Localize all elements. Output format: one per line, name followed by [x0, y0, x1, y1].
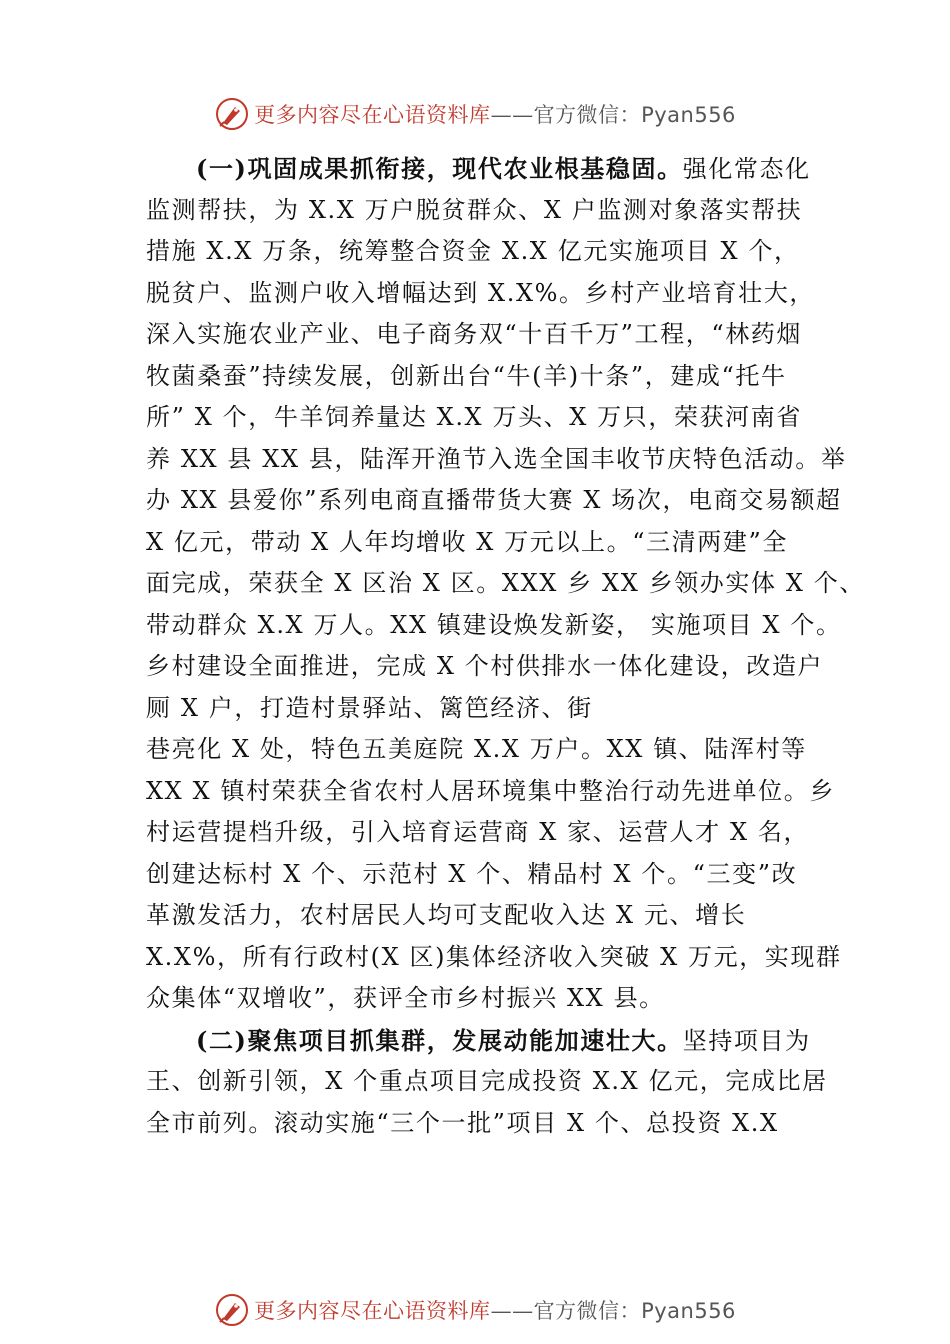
line-text: 带动群众 X.X 万人。XX 镇建设焕发新姿， 实施项目 X 个。 [146, 610, 842, 639]
text-line [146, 771, 836, 813]
pen-nib-logo-icon [214, 1292, 250, 1328]
line-text: 乡村建设全面推进，完成 X 个村供排水一体化建设，改造户 [146, 652, 824, 680]
line-text: 牧菌桑蚕”持续发展，创新出台“牛(羊)十条”，建成“托牛 [146, 361, 787, 390]
line-text: 措施 X.X 万条，统筹整合资金 X.X 亿元实施项目 X 个， [146, 237, 800, 265]
text-line [146, 522, 836, 564]
line-text: 创建达标村 X 个、示范村 X 个、精品村 X 个。“三变”改 [146, 859, 798, 888]
watermark-dash: —— [490, 1299, 534, 1323]
document-body [146, 148, 865, 1144]
line-text: 强化常态化 [682, 155, 811, 183]
line-text: 全市前列。滚动实施“三个一批”项目 X 个、总投资 X.X [146, 1108, 779, 1137]
line-text: 村运营提档升级，引入培育运营商 X 家、运营人才 X 名， [146, 818, 810, 846]
text-line [146, 937, 842, 979]
text-line [146, 854, 836, 896]
watermark-dash: —— [490, 103, 534, 127]
line-text: 养 XX 县 XX 县，陆浑开渔节入选全国丰收节庆特色活动。举 [146, 444, 847, 473]
line-text: 革激发活力，农村居民人均可支配收入达 X 元、增长 [146, 901, 747, 929]
header-watermark [0, 94, 950, 134]
line-text: 坚持项目为 [682, 1026, 811, 1055]
line-text: X.X%，所有行政村(X 区)集体经济收入突破 X 万元，实现群 [146, 942, 842, 971]
line-text: X 亿元，带动 X 人年均增收 X 万元以上。“三清两建”全 [146, 527, 788, 556]
text-line [146, 397, 836, 439]
text-line [146, 273, 836, 315]
text-line [146, 148, 836, 190]
text-line [146, 978, 836, 1020]
line-text: 脱贫户、监测户收入增幅达到 X.X%。乡村产业培育壮大， [146, 278, 816, 307]
text-line [146, 480, 842, 522]
watermark-prefix: 更多内容尽在心语资料库 [254, 1299, 491, 1323]
text-line [146, 895, 836, 937]
watermark-wechat-id: Pyan556 [641, 103, 736, 127]
text-line [146, 688, 836, 730]
text-line [146, 563, 865, 605]
section-heading: (二)聚焦项目抓集群，发展动能加速壮大。 [196, 1025, 683, 1055]
text-line [146, 190, 836, 232]
footer-watermark [0, 1290, 950, 1330]
line-text: 众集体“双增收”，获评全市乡村振兴 XX 县。 [146, 984, 665, 1012]
line-text: 所” X 个，牛羊饲养量达 X.X 万头、X 万只，荣获河南省 [146, 403, 802, 431]
text-line [146, 231, 836, 273]
text-line [146, 729, 836, 771]
line-text: 监测帮扶，为 X.X 万户脱贫群众、X 户监测对象落实帮扶 [146, 195, 803, 224]
line-text: 王、创新引领，X 个重点项目完成投资 X.X 亿元，完成比居 [146, 1067, 828, 1095]
watermark-middle: 官方微信： [533, 1299, 642, 1323]
text-line [146, 812, 836, 854]
line-text: 面完成，荣获全 X 区治 X 区。XXX 乡 XX 乡领办实体 X 个、 [146, 569, 865, 597]
line-text: 深入实施农业产业、电子商务双“十百千万”工程，“林药烟 [146, 320, 803, 348]
text-line [146, 605, 842, 647]
text-line [146, 356, 836, 398]
pen-nib-logo-icon [214, 96, 250, 132]
text-line [146, 439, 847, 481]
text-line [146, 1061, 836, 1103]
line-text: 巷亮化 X 处，特色五美庭院 X.X 万户。XX 镇、陆浑村等 [146, 735, 807, 763]
text-line [146, 1103, 836, 1145]
line-text: 办 XX 县爱你”系列电商直播带货大赛 X 场次，电商交易额超 [146, 486, 842, 514]
watermark-prefix: 更多内容尽在心语资料库 [254, 103, 491, 127]
text-line [146, 1020, 836, 1062]
watermark-middle: 官方微信： [533, 103, 642, 127]
section-heading: (一)巩固成果抓衔接，现代农业根基稳固。 [196, 154, 683, 183]
line-text: XX X 镇村荣获全省农村人居环境集中整治行动先进单位。乡 [146, 776, 835, 805]
watermark-wechat-id: Pyan556 [641, 1299, 736, 1323]
text-line [146, 646, 836, 688]
line-text: 厕 X 户，打造村景驿站、篱笆经济、街 [146, 693, 593, 722]
text-line [146, 314, 836, 356]
